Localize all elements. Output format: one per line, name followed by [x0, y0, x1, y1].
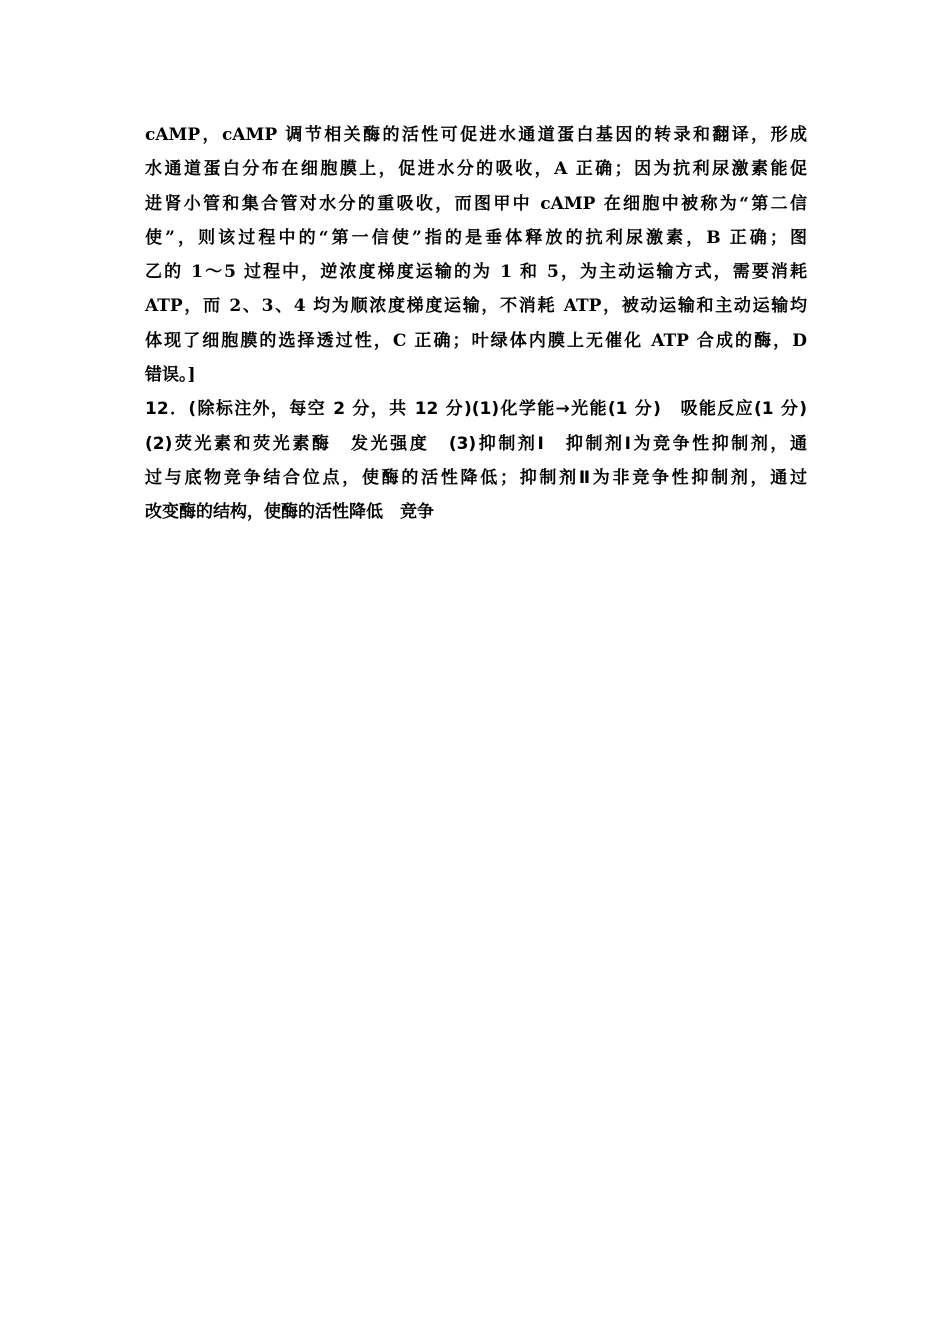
answer-12-paragraph [145, 392, 807, 529]
analysis-line: 错误。] [145, 365, 196, 386]
answer-line: 改变酶的结构，使酶的活性降低 竞争 [145, 502, 434, 523]
analysis-line: 乙的 1～5 过程中，逆浓度梯度运输的为 1 和 5，为主动运输方式，需要消耗 [145, 262, 807, 283]
analysis-line: 进肾小管和集合管对水分的重吸收，而图甲中 cAMP 在细胞中被称为“第二信 [145, 193, 807, 214]
document-page [145, 118, 807, 530]
analysis-line: 体现了细胞膜的选择透过性，C 正确；叶绿体内膜上无催化 ATP 合成的酶，D [145, 330, 807, 351]
analysis-paragraph [145, 118, 807, 392]
analysis-line: 水通道蛋白分布在细胞膜上，促进水分的吸收，A 正确；因为抗利尿激素能促 [145, 159, 807, 180]
answer-line: (2)荧光素和荧光素酶 发光强度 (3)抑制剂Ⅰ 抑制剂Ⅰ为竞争性抑制剂，通 [145, 433, 807, 454]
analysis-line: ATP，而 2、3、4 均为顺浓度梯度运输，不消耗 ATP，被动运输和主动运输均 [145, 296, 807, 317]
analysis-line: 使”，则该过程中的“第一信使”指的是垂体释放的抗利尿激素，B 正确；图 [145, 227, 807, 248]
answer-line: 过与底物竞争结合位点，使酶的活性降低；抑制剂Ⅱ为非竞争性抑制剂，通过 [145, 467, 807, 488]
answer-line: 12．(除标注外，每空 2 分，共 12 分)(1)化学能→光能(1 分) 吸能反应(1 分) [145, 399, 807, 420]
analysis-line: cAMP，cAMP 调节相关酶的活性可促进水通道蛋白基因的转录和翻译，形成 [145, 125, 807, 145]
